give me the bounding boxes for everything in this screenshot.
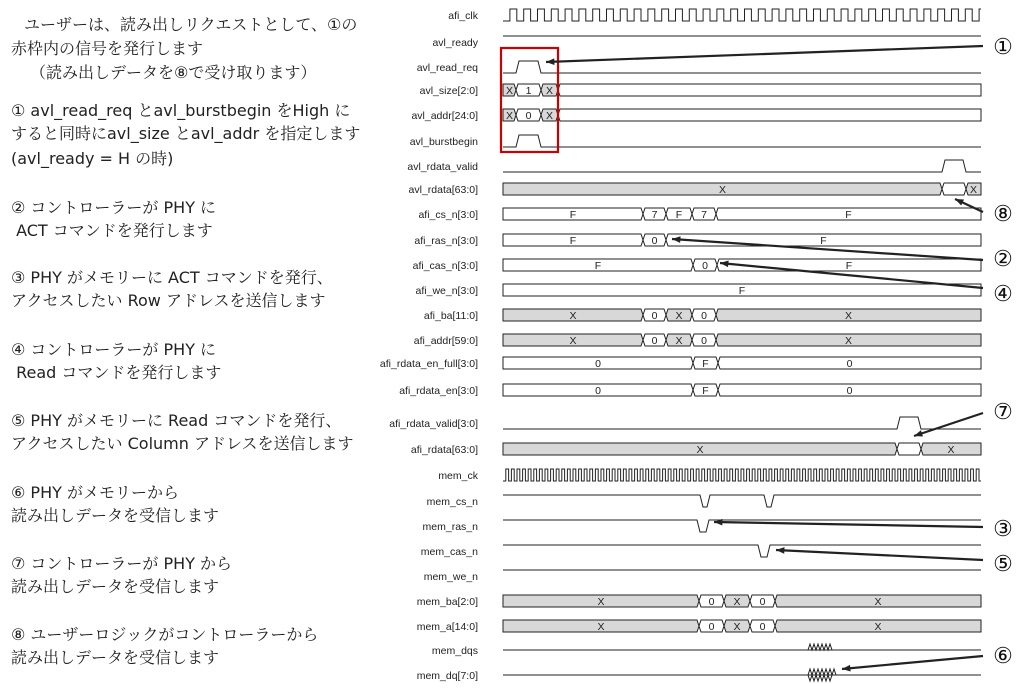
clock-wave — [503, 9, 981, 21]
bus-value: 0 — [708, 621, 715, 633]
step-7-line-2: 読み出しデータを受信します — [11, 577, 220, 596]
trace-afi-rdata — [503, 443, 981, 456]
trace-mem-cs-n — [503, 495, 981, 507]
signal-label-avl-addr: avl_addr[24:0] — [411, 110, 478, 122]
bus-value: X — [874, 596, 882, 608]
pulse-wave — [503, 61, 981, 73]
trace-afi-rdata-valid — [503, 417, 981, 429]
bus-segment — [558, 84, 981, 96]
signal-label-avl-ready: avl_ready — [432, 37, 478, 49]
bus-value: 0 — [759, 596, 766, 608]
step-3-line-2: アクセスしたい Row アドレスを送信します — [11, 291, 326, 310]
marker-7: ⑦ — [993, 399, 1013, 424]
marker-5: ⑤ — [993, 551, 1013, 576]
signal-label-mem-we-n: mem_we_n — [423, 571, 478, 583]
step-1-line-2: すると同時にavl_size とavl_addr を指定します — [11, 124, 361, 143]
bus-value: 0 — [595, 358, 601, 370]
bus-value: 0 — [846, 358, 853, 370]
intro-line-3: （読み出しデータを⑧で受け取ります） — [30, 63, 317, 82]
bus-value: X — [597, 596, 605, 608]
trace-avl-burstbegin — [503, 135, 981, 147]
signal-label-mem-ba: mem_ba[2:0] — [416, 596, 478, 608]
bus-value: X — [569, 310, 577, 322]
marker-arrow — [914, 413, 983, 436]
bus-value: 0 — [651, 310, 658, 322]
signal-label-afi-cas-n: afi_cas_n[3:0] — [412, 260, 478, 272]
signal-label-avl-read-req: avl_read_req — [416, 62, 478, 74]
step-7-line-1: ⑦ コントローラーが PHY から — [11, 554, 233, 573]
marker-arrow — [776, 550, 983, 560]
step-4-line-1: ④ コントローラーが PHY に — [11, 340, 217, 359]
trace-avl-size — [503, 84, 981, 97]
bus-value: F — [845, 260, 853, 272]
signal-label-afi-addr: afi_addr[59:0] — [413, 335, 478, 347]
signal-label-mem-dq: mem_dq[7:0] — [416, 670, 478, 682]
annotation-overlay — [501, 34, 1013, 672]
bus-segment — [897, 443, 921, 455]
bus-value: 0 — [701, 335, 707, 347]
step-2-line-1: ② コントローラーが PHY に — [11, 198, 217, 217]
pulse-wave — [503, 160, 981, 172]
marker-3: ③ — [993, 516, 1013, 541]
signal-label-avl-burstbegin: avl_burstbegin — [409, 136, 478, 148]
trace-afi-clk — [503, 9, 981, 21]
bus-value: X — [545, 85, 554, 97]
step-8-line-1: ⑧ ユーザーロジックがコントローラーから — [11, 625, 319, 644]
bus-value: F — [675, 209, 683, 221]
bus-value: 7 — [701, 209, 707, 221]
bus-value: F — [702, 358, 709, 370]
step-5-line-2: アクセスしたい Column アドレスを送信します — [11, 434, 354, 453]
signal-label-mem-dqs: mem_dqs — [431, 645, 478, 657]
marker-arrow — [842, 656, 983, 669]
trace-afi-cs-n — [503, 208, 981, 221]
bus-value: X — [675, 310, 683, 322]
bus-value: F — [569, 209, 577, 221]
bus-value: X — [733, 596, 741, 608]
arrow-head — [546, 58, 554, 65]
step-1-line-1: ① avl_read_req とavl_burstbegin をHigh に — [11, 101, 351, 120]
signal-labels — [380, 10, 479, 682]
marker-8: ⑧ — [993, 201, 1013, 226]
arrow-head — [955, 199, 964, 206]
bus-value: 1 — [525, 85, 532, 97]
request-highlight-box — [501, 48, 558, 152]
bus-segment — [942, 183, 966, 195]
bus-value: 7 — [651, 209, 658, 221]
trace-mem-dqs — [503, 644, 981, 650]
trace-afi-addr — [503, 334, 981, 347]
trace-afi-rdata-en-full — [503, 357, 981, 370]
pulse-wave — [503, 417, 981, 429]
bus-value: X — [597, 621, 605, 633]
step-8-line-2: 読み出しデータを受信します — [11, 648, 220, 667]
bus-value: X — [969, 184, 978, 196]
bus-value: X — [696, 444, 704, 456]
step-5-line-1: ⑤ PHY がメモリーに Read コマンドを発行、 — [11, 411, 342, 430]
bus-value: F — [702, 385, 709, 397]
signal-label-afi-we-n: afi_we_n[3:0] — [415, 285, 478, 297]
signal-label-avl-rdata: avl_rdata[63:0] — [408, 184, 478, 196]
step-6-line-2: 読み出しデータを受信します — [11, 506, 220, 525]
bus-value: F — [569, 235, 577, 247]
bus-value: 0 — [595, 385, 601, 397]
signal-traces — [503, 9, 981, 681]
signal-label-afi-rdata-en-full: afi_rdata_en_full[3:0] — [379, 358, 478, 370]
burst-wave — [808, 644, 832, 650]
low-pulse-wave — [503, 495, 981, 507]
bus-value: 0 — [759, 621, 766, 633]
intro-line-2: 赤枠内の信号を発行します — [11, 39, 204, 58]
trace-mem-ba — [503, 595, 981, 608]
marker-2: ② — [993, 246, 1013, 271]
marker-arrow — [546, 46, 983, 62]
bus-value: F — [845, 209, 852, 221]
bus-value: X — [947, 444, 955, 456]
bus-value: X — [675, 335, 683, 347]
bus-value: F — [594, 260, 602, 272]
trace-mem-cas-n — [503, 545, 981, 557]
signal-label-mem-cs-n: mem_cs_n — [426, 496, 478, 508]
bus-value: X — [545, 110, 554, 122]
bus-segment — [558, 109, 981, 121]
trace-afi-we-n — [503, 284, 981, 297]
bus-value: X — [874, 621, 882, 633]
bus-value: X — [733, 621, 741, 633]
low-pulse-wave — [503, 545, 981, 557]
bus-value: F — [820, 235, 827, 247]
bus-value: X — [844, 335, 853, 347]
burst-wave — [808, 669, 836, 675]
bus-value: F — [738, 285, 746, 297]
bus-value: X — [569, 335, 577, 347]
pulse-wave — [503, 135, 981, 147]
trace-afi-ba — [503, 309, 981, 322]
step-4-line-2: Read コマンドを発行します — [11, 363, 222, 382]
marker-6: ⑥ — [993, 643, 1013, 668]
marker-4: ④ — [993, 281, 1013, 306]
bus-value: 0 — [651, 335, 658, 347]
bus-value: 0 — [708, 596, 715, 608]
trace-mem-ck — [503, 469, 981, 481]
signal-label-afi-rdata-valid: afi_rdata_valid[3:0] — [389, 418, 478, 430]
bus-value: X — [505, 110, 514, 122]
arrow-head — [776, 547, 785, 554]
step-6-line-1: ⑥ PHY がメモリーから — [11, 483, 179, 502]
signal-label-avl-size: avl_size[2:0] — [419, 85, 478, 97]
bus-value: X — [505, 85, 514, 97]
marker-1: ① — [993, 34, 1013, 59]
arrow-head — [914, 430, 923, 436]
trace-avl-addr — [503, 109, 981, 122]
trace-afi-rdata-en — [503, 384, 981, 397]
bus-value: 0 — [651, 235, 658, 247]
bus-value: X — [718, 184, 727, 196]
bus-value: 0 — [702, 260, 708, 272]
signal-label-mem-cas-n: mem_cas_n — [420, 546, 478, 558]
bus-value: 0 — [525, 110, 532, 122]
signal-label-mem-ck: mem_ck — [438, 470, 478, 482]
step-1-line-3: (avl_ready = H の時) — [11, 149, 174, 168]
bus-value: 0 — [701, 310, 707, 322]
trace-mem-dq — [503, 669, 981, 681]
signal-label-afi-ras-n: afi_ras_n[3:0] — [414, 235, 478, 247]
bus-value: X — [844, 310, 853, 322]
signal-label-mem-a: mem_a[14:0] — [416, 621, 478, 633]
clock-wave — [503, 469, 981, 481]
signal-label-avl-rdata-valid: avl_rdata_valid — [407, 161, 478, 173]
signal-label-afi-rdata: afi_rdata[63:0] — [410, 444, 478, 456]
trace-avl-rdata-valid — [503, 160, 981, 172]
marker-arrow — [714, 522, 983, 527]
signal-label-afi-cs-n: afi_cs_n[3:0] — [418, 209, 478, 221]
signal-label-mem-ras-n: mem_ras_n — [422, 521, 478, 533]
signal-label-afi-ba: afi_ba[11:0] — [423, 310, 478, 322]
trace-avl-read-req — [503, 61, 981, 73]
trace-mem-a — [503, 620, 981, 633]
intro-line-1: ユーザーは、読み出しリクエストとして、①の — [24, 15, 358, 34]
bus-value: 0 — [846, 385, 853, 397]
signal-label-afi-clk: afi_clk — [448, 10, 478, 22]
step-2-line-2: ACT コマンドを発行します — [11, 221, 213, 240]
step-3-line-1: ③ PHY がメモリーに ACT コマンドを発行、 — [11, 268, 333, 287]
trace-afi-ras-n — [503, 234, 981, 247]
signal-label-afi-rdata-en: afi_rdata_en[3:0] — [399, 385, 478, 397]
trace-avl-rdata — [503, 183, 981, 196]
